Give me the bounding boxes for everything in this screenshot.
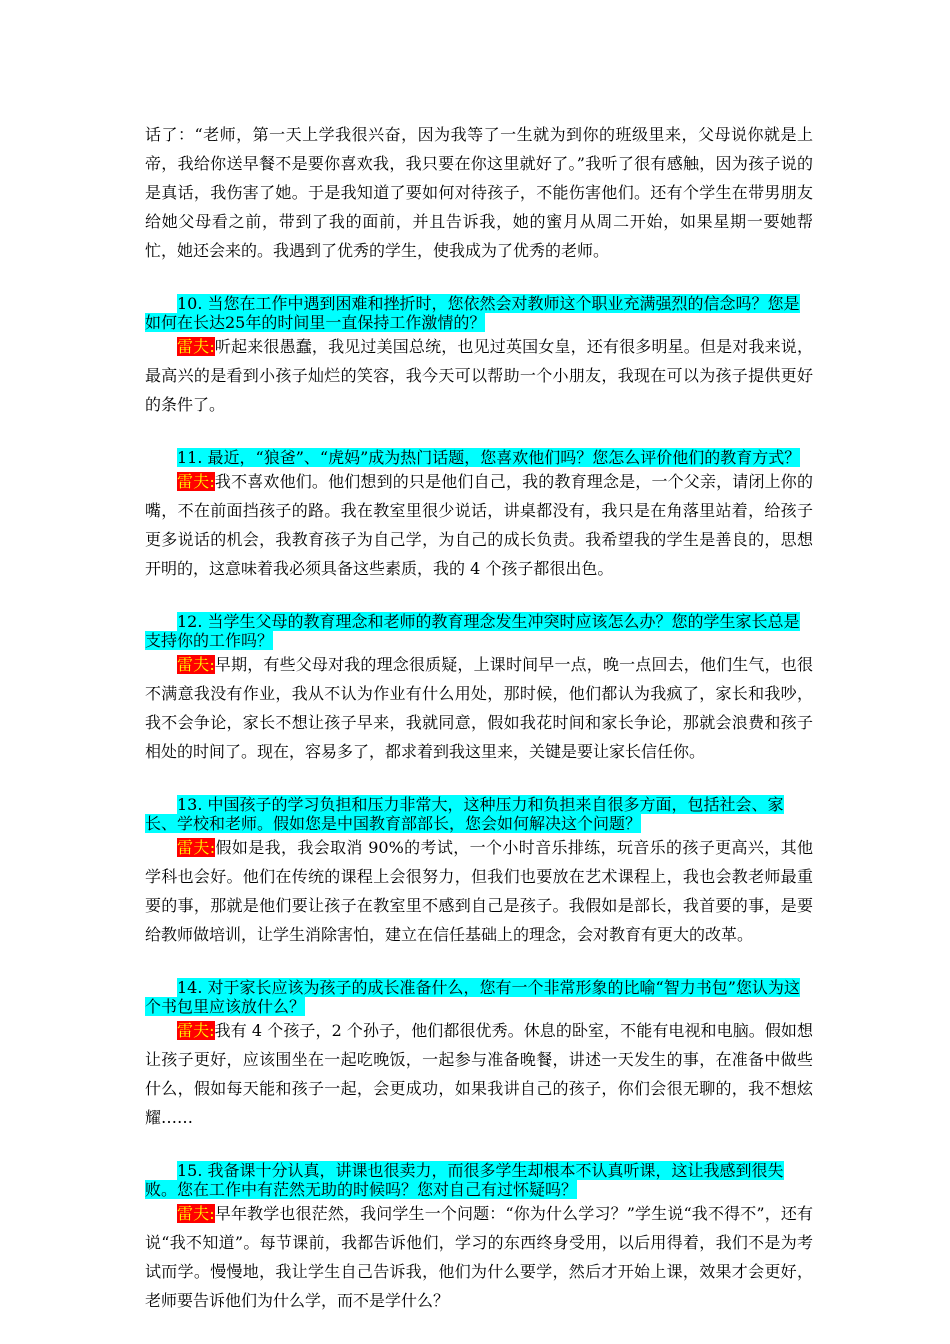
- answer: [145, 332, 813, 419]
- qa-block-14: [145, 978, 813, 1132]
- speaker-label: 雷夫:: [177, 838, 216, 857]
- qa-block-11: [145, 448, 813, 583]
- answer: [145, 833, 813, 949]
- question-text: 11. 最近，“狼爸”、“虎妈”成为热门话题，您喜欢他们吗？您怎么评价他们的教育方式？: [177, 448, 801, 467]
- answer-text: 我有 4 个孩子，2 个孙子，他们都很优秀。休息的卧室，不能有电视和电脑。假如想让孩子更好，应该围坐在一起吃晚饭，一起参与准备晚餐，讲述一天发生的事，在准备中做些什么，假如每天能和孩子一起，会更成功，如果我讲自己的孩子，你们会很无聊的，我不想炫耀……: [145, 1021, 813, 1127]
- question: [145, 1161, 813, 1199]
- question-text: 10. 当您在工作中遇到困难和挫折时，您依然会对教师这个职业充满强烈的信念吗？您是如何在长达25年的时间里一直保持工作激情的？: [145, 294, 800, 332]
- question: [145, 448, 813, 467]
- question: [145, 978, 813, 1016]
- qa-block-13: [145, 795, 813, 949]
- speaker-label: 雷夫:: [177, 337, 215, 356]
- answer-text: 听起来很愚蠢，我见过美国总统，也见过英国女皇，还有很多明星。但是对我来说，最高兴的是看到小孩子灿烂的笑容，我今天可以帮助一个小朋友，我现在可以为孩子提供更好的条件了。: [145, 337, 813, 414]
- answer-text: 早年教学也很茫然，我问学生一个问题：“你为什么学习？”学生说“我不得不”，还有说“我不知道”。每节课前，我都告诉他们，学习的东西终身受用，以后用得着，我们不是为考试而学。慢慢地，我让学生自己告诉我，他们为什么要学，然后才开始上课，效果才会更好，老师要告诉他们为什么学，而不是学什么？: [145, 1204, 813, 1310]
- question-text: 14. 对于家长应该为孩子的成长准备什么，您有一个非常形象的比喻“智力书包”您认为这个书包里应该放什么？: [145, 978, 800, 1016]
- speaker-label: 雷夫:: [177, 472, 215, 491]
- intro-paragraph: 话了：“老师，第一天上学我很兴奋，因为我等了一生就为到你的班级里来，父母说你就是上帝，我给你送早餐不是要你喜欢我，我只要在你这里就好了。”我听了很有感触，因为孩子说的是真话，我伤害了她。于是我知道了要如何对待孩子，不能伤害他们。还有个学生在带男朋友给她父母看之前，带到了我的面前，并且告诉我，她的蜜月从周二开始，如果星期一要她帮忙，她还会来的。我遇到了优秀的学生，使我成为了优秀的老师。: [145, 125, 813, 260]
- answer-text: 假如是我，我会取消 90%的考试，一个小时音乐排练，玩音乐的孩子更高兴，其他学科也会好。他们在传统的课程上会很努力，但我们也要放在艺术课程上，我也会教老师最重要的事，那就是他们要让孩子在教室里不感到自己是孩子。我假如是部长，我首要的事，是要给教师做培训，让学生消除害怕，建立在信任基础上的理念，会对教育有更大的改革。: [145, 838, 813, 944]
- answer-text: 我不喜欢他们。他们想到的只是他们自己，我的教育理念是，一个父亲，请闭上你的嘴，不在前面挡孩子的路。我在教室里很少说话，讲桌都没有，我只是在角落里站着，给孩子更多说话的机会，我教育孩子为自己学，为自己的成长负责。我希望我的学生是善良的，思想开明的，这意味着我必须具备这些素质，我的 4 个孩子都很出色。: [145, 472, 813, 578]
- answer: [145, 1016, 813, 1132]
- question-text: 12. 当学生父母的教育理念和老师的教育理念发生冲突时应该怎么办？您的学生家长总是支持你的工作吗？: [145, 612, 800, 650]
- question: [145, 795, 813, 833]
- answer: [145, 467, 813, 583]
- question-text: 13. 中国孩子的学习负担和压力非常大，这种压力和负担来自很多方面，包括社会、家长、学校和老师。假如您是中国教育部部长，您会如何解决这个问题？: [145, 795, 784, 833]
- answer: [145, 1199, 813, 1315]
- speaker-label: 雷夫:: [177, 655, 215, 674]
- qa-block-15: [145, 1161, 813, 1315]
- qa-block-12: [145, 612, 813, 766]
- speaker-label: 雷夫:: [177, 1021, 215, 1040]
- answer-text: 早期，有些父母对我的理念很质疑，上课时间早一点，晚一点回去，他们生气，也很不满意我没有作业，我从不认为作业有什么用处，那时候，他们都认为我疯了，家长和我吵，我不会争论，家长不想让孩子早来，我就同意，假如我花时间和家长争论，那就会浪费和孩子相处的时间了。现在，容易多了，都求着到我这里来，关键是要让家长信任你。: [145, 655, 813, 761]
- speaker-label: 雷夫:: [177, 1204, 215, 1223]
- question: [145, 294, 813, 332]
- question: [145, 612, 813, 650]
- qa-block-10: [145, 294, 813, 419]
- document-page: [145, 120, 813, 1315]
- question-text: 15. 我备课十分认真，讲课也很卖力，而很多学生却根本不认真听课，这让我感到很失败。您在工作中有茫然无助的时候吗？您对自己有过怀疑吗？: [145, 1161, 784, 1199]
- answer: [145, 650, 813, 766]
